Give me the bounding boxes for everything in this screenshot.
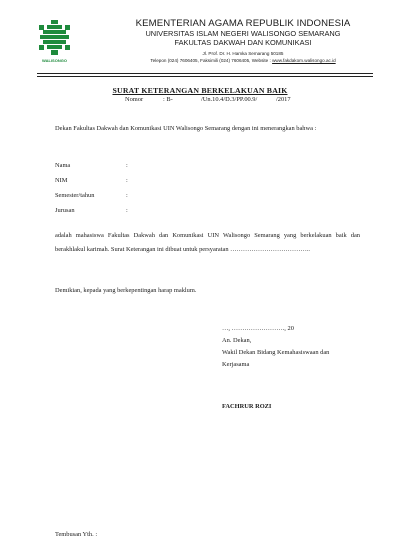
contact-text: Telepon (024) 7606405, Faksimili (024) 7606405, Website : bbox=[150, 58, 273, 63]
body-paragraph: adalah mahasiswa Fakultas Dakwah dan Komunikasi UIN Walisongo Semarang yang berkelakuan baik dan berakhlakul karimah. Surat Keterangan ini dibuat untuk persyaratan ……………………………….. bbox=[55, 232, 360, 253]
university-logo bbox=[37, 18, 72, 65]
cc-label: Tembusan Yth. : bbox=[55, 531, 98, 538]
intro-paragraph: Dekan Fakultas Dakwah dan Komunikasi UIN Walisongo Semarang dengan ini menerangkan bahwa : bbox=[55, 125, 317, 132]
faculty-name: FAKULTAS DAKWAH DAN KOMUNIKASI bbox=[174, 38, 312, 47]
field-colon: : bbox=[126, 177, 128, 184]
contact-line bbox=[98, 57, 388, 64]
field-label-semester: Semester/tahun bbox=[55, 192, 95, 199]
letterhead-divider bbox=[37, 73, 373, 74]
university-name: UNIVERSITAS ISLAM NEGERI WALISONGO SEMARANG bbox=[145, 29, 341, 38]
signer-name: FACHRUR ROZI bbox=[222, 403, 272, 410]
field-label-nim: NIM bbox=[55, 177, 68, 184]
field-label-nama: Nama bbox=[55, 162, 71, 169]
letterhead bbox=[98, 18, 388, 64]
website-link[interactable]: www.fakdakom.walisongo.ac.id bbox=[272, 58, 336, 63]
nomor-value: /Un.10.4/D.3/PP.00.9/ bbox=[201, 96, 258, 103]
address-line: Jl. Prof. Dr. H. Hamka Semarang 50185 bbox=[202, 51, 284, 56]
nomor-colon: : B- bbox=[163, 96, 173, 103]
signature-role-1: An. Dekan, bbox=[222, 337, 252, 344]
closing-paragraph: Demikian, kepada yang berkepentingan harap maklum. bbox=[55, 287, 197, 294]
field-label-jurusan: Jurusan bbox=[55, 207, 75, 214]
logo-wordmark: WALISONGO bbox=[42, 58, 67, 63]
field-colon: : bbox=[126, 207, 128, 214]
field-colon: : bbox=[126, 192, 128, 199]
nomor-label: Nomor bbox=[125, 96, 144, 103]
letter-title: SURAT KETERANGAN BERKELAKUAN BAIK bbox=[112, 86, 288, 95]
nomor-year: /2017 bbox=[276, 96, 291, 103]
signature-role-2: Wakil Dekan Bidang Kemahasiswaan dan bbox=[222, 349, 330, 356]
place-date: …, ……………………., 20 bbox=[222, 325, 294, 332]
ministry-name: KEMENTERIAN AGAMA REPUBLIK INDONESIA bbox=[135, 18, 351, 29]
field-colon: : bbox=[126, 162, 128, 169]
signature-role-3: Kerjasama bbox=[222, 361, 250, 368]
letterhead-divider-thin bbox=[37, 76, 373, 77]
